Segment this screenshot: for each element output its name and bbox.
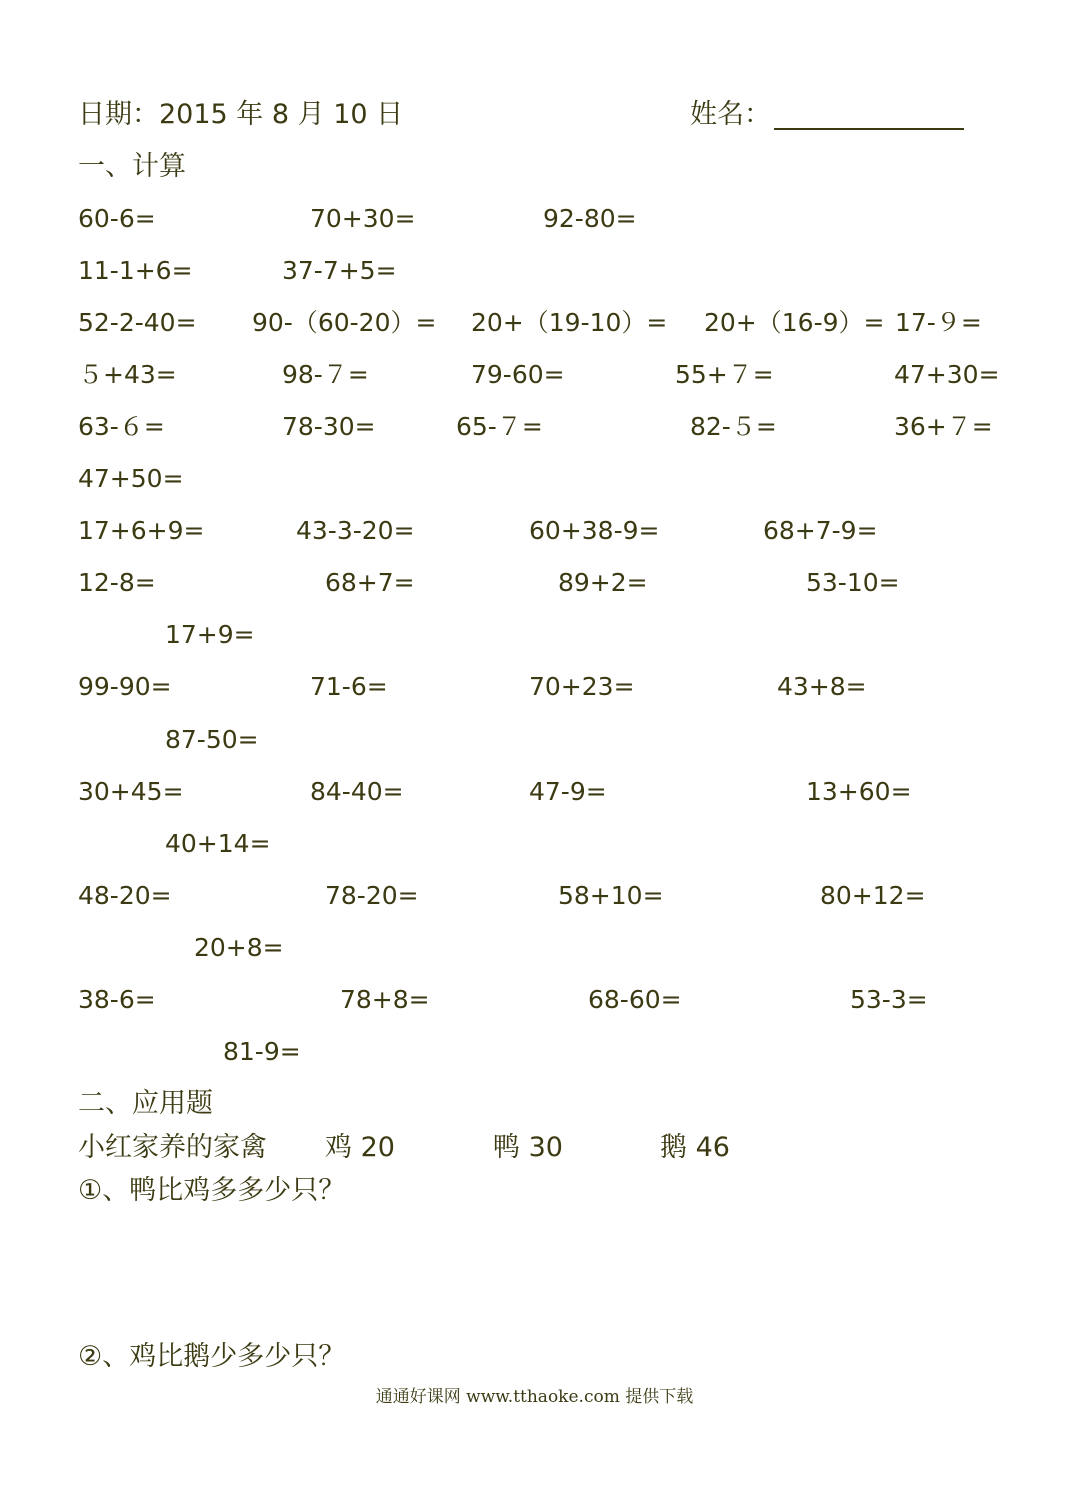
problem: 68+7=: [325, 568, 415, 597]
problem: 43+8=: [777, 672, 867, 701]
problem: 60-6=: [78, 204, 156, 233]
problem: 20+（16-9）=: [704, 308, 885, 337]
problem: 98-７=: [282, 360, 369, 389]
problem: 70+23=: [529, 672, 635, 701]
problem: 17+6+9=: [78, 516, 205, 545]
poultry-goose: 鹅 46: [660, 1132, 730, 1163]
problem: 53-10=: [806, 568, 900, 597]
problem: 30+45=: [78, 777, 184, 806]
problem: 87-50=: [165, 725, 259, 754]
problem: 43-3-20=: [296, 516, 415, 545]
section1-title: 一、计算: [78, 151, 186, 182]
problem: 68-60=: [588, 985, 682, 1014]
problem: 82-５=: [690, 412, 777, 441]
problem: 71-6=: [310, 672, 388, 701]
problem: 12-8=: [78, 568, 156, 597]
problem: 80+12=: [820, 881, 926, 910]
section2-title: 二、应用题: [78, 1088, 213, 1119]
problem: 55+７=: [675, 360, 774, 389]
problem: 89+2=: [558, 568, 648, 597]
problem: 58+10=: [558, 881, 664, 910]
problem: 99-90=: [78, 672, 172, 701]
problem: 17-９=: [895, 308, 982, 337]
problem: 65-７=: [456, 412, 543, 441]
problem: 47+50=: [78, 464, 184, 493]
name-blank-line[interactable]: [774, 128, 964, 130]
problem: 53-3=: [850, 985, 928, 1014]
poultry-chicken: 鸡 20: [325, 1132, 395, 1163]
problem: 20+（19-10）=: [471, 308, 668, 337]
problem: 78-30=: [282, 412, 376, 441]
problem: 84-40=: [310, 777, 404, 806]
problem: 20+8=: [194, 933, 284, 962]
question-2: ②、鸡比鹅少多少只？: [78, 1341, 346, 1372]
problem: 90-（60-20）=: [252, 308, 437, 337]
problem: 78-20=: [325, 881, 419, 910]
poultry-intro: 小红家养的家禽: [78, 1132, 267, 1163]
problem: 17+9=: [165, 620, 255, 649]
problem: 68+7-9=: [763, 516, 878, 545]
problem: 36+７=: [894, 412, 993, 441]
footer-text: 通通好课网 www.tthaoke.com 提供下载: [375, 1387, 694, 1407]
problem: ５+43=: [78, 360, 177, 389]
question-1: ①、鸭比鸡多多少只？: [78, 1175, 346, 1206]
problem: 47+30=: [894, 360, 1000, 389]
problem: 38-6=: [78, 985, 156, 1014]
name-label: 姓名：: [690, 99, 771, 130]
problem: 63-６=: [78, 412, 165, 441]
problem: 81-9=: [223, 1037, 301, 1066]
problem: 13+60=: [806, 777, 912, 806]
problem: 79-60=: [471, 360, 565, 389]
problem: 78+8=: [340, 985, 430, 1014]
problem: 60+38-9=: [529, 516, 660, 545]
problem: 40+14=: [165, 829, 271, 858]
problem: 48-20=: [78, 881, 172, 910]
poultry-duck: 鸭 30: [493, 1132, 563, 1163]
problem: 11-1+6=: [78, 256, 193, 285]
problem: 47-9=: [529, 777, 607, 806]
problem: 52-2-40=: [78, 308, 197, 337]
problem: 70+30=: [310, 204, 416, 233]
problem: 92-80=: [543, 204, 637, 233]
date-label: 日期：2015 年 8 月 10 日: [78, 99, 404, 130]
problem: 37-7+5=: [282, 256, 397, 285]
